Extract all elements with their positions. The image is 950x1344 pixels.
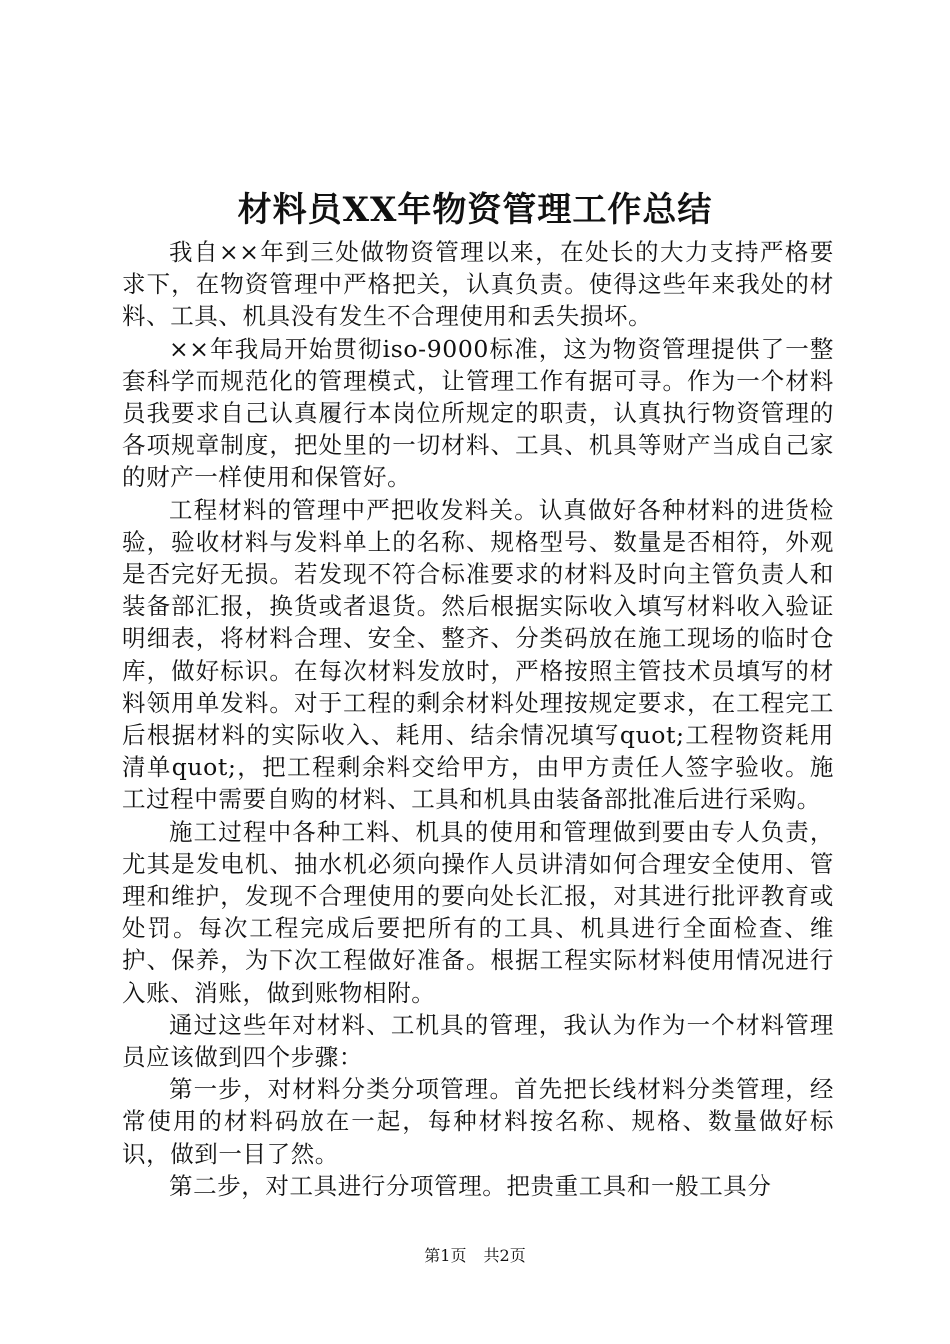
paragraph: 施工过程中各种工料、机具的使用和管理做到要由专人负责，尤其是发电机、抽水机必须向操作人员讲清如何合理安全使用、管理和维护，发现不合理使用的要向处长汇报，对其进行批评教育或处罚。每次工程完成后要把所有的工具、机具进行全面检查、维护、保养，为下次工程做好准备。根据工程实际材料使用情况进行入账、消账，做到账物相附。 xyxy=(122,817,834,1007)
document-body xyxy=(122,236,834,1202)
paragraph: ××年我局开始贯彻iso-9000标准，这为物资管理提供了一整套科学而规范化的管理模式，让管理工作有据可寻。作为一个材料员我要求自己认真履行本岗位所规定的职责，认真执行物资管理的各项规章制度，把处里的一切材料、工具、机具等财产当成自己家的财产一样使用和保管好。 xyxy=(122,334,834,492)
paragraph: 我自××年到三处做物资管理以来，在处长的大力支持严格要求下，在物资管理中严格把关，认真负责。使得这些年来我处的材料、工具、机具没有发生不合理使用和丢失损坏。 xyxy=(122,238,834,331)
paragraph: 第二步，对工具进行分项管理。把贵重工具和一般工具分 xyxy=(169,1171,772,1200)
document-title: 材料员XX年物资管理工作总结 xyxy=(237,190,713,230)
paragraph: 通过这些年对材料、工机具的管理，我认为作为一个材料管理员应该做到四个步骤： xyxy=(122,1010,834,1072)
paragraph: 第一步，对材料分类分项管理。首先把长线材料分类管理，经常使用的材料码放在一起，每种材料按名称、规格、数量做好标识，做到一目了然。 xyxy=(122,1075,834,1168)
paragraph: 工程材料的管理中严把收发料关。认真做好各种材料的进货检验，验收材料与发料单上的名称、规格型号、数量是否相符，外观是否完好无损。若发现不符合标准要求的材料及时向主管负责人和装备部汇报，换货或者退货。然后根据实际收入填写材料收入验证明细表，将材料合理、安全、整齐、分类码放在施工现场的临时仓库，做好标识。在每次材料发放时，严格按照主管技术员填写的材料领用单发料。对于工程的剩余材料处理按规定要求，在工程完工后根据材料的实际收入、耗用、结余情况填写quot;工程物资耗用清单quot;，把工程剩余料交给甲方，由甲方责任人签字验收。施工过程中需要自购的材料、工具和机具由装备部批准后进行采购。 xyxy=(122,495,834,814)
page-footer xyxy=(0,1244,950,1268)
page-number: 第1页 xyxy=(424,1246,467,1265)
page-total: 共2页 xyxy=(483,1246,526,1265)
